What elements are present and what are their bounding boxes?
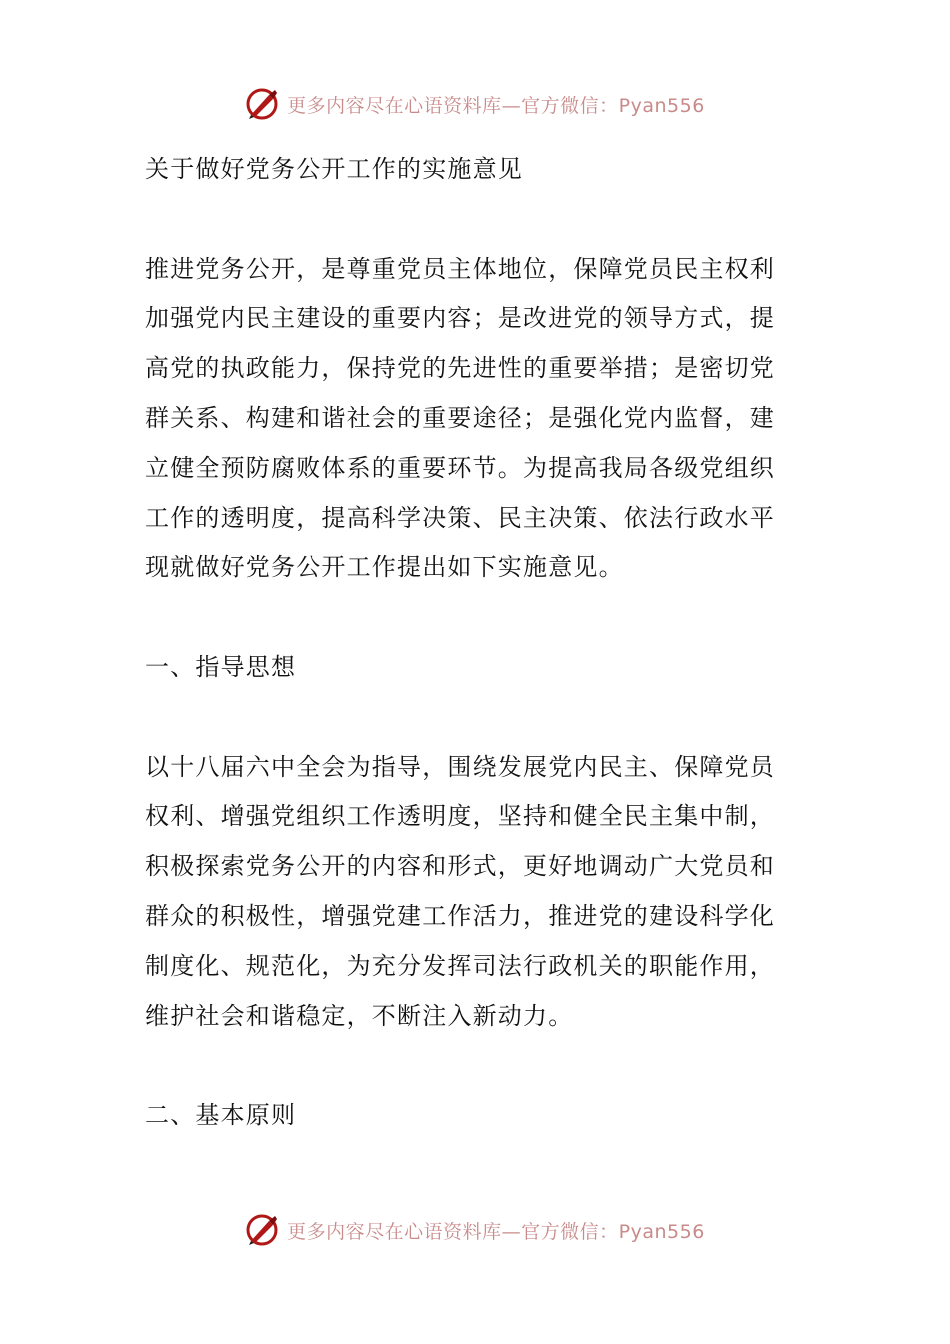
header-banner <box>0 82 950 126</box>
paragraph-line: 制度化、规范化，为充分发挥司法行政机关的职能作用， <box>145 951 775 980</box>
paragraph-line: 推进党务公开，是尊重党员主体地位，保障党员民主权利 <box>145 254 775 283</box>
pen-logo-icon <box>245 87 279 121</box>
pen-logo-icon <box>245 1213 279 1247</box>
paragraph-line: 加强党内民主建设的重要内容；是改进党的领导方式，提 <box>145 304 775 333</box>
section-heading-2: 二、基本原则 <box>145 1101 297 1130</box>
document-body <box>145 145 817 1141</box>
section1-paragraph <box>145 743 817 1042</box>
spacer <box>145 1041 817 1091</box>
paragraph-line: 高党的执政能力，保持党的先进性的重要举措；是密切党 <box>145 354 775 383</box>
banner-wechat-id: Pyan556 <box>618 1220 705 1243</box>
paragraph-line: 以十八届六中全会为指导，围绕发展党内民主、保障党员 <box>145 752 775 781</box>
banner-slogan: 更多内容尽在心语资料库—官方微信： <box>287 1220 619 1243</box>
banner-slogan: 更多内容尽在心语资料库—官方微信： <box>287 94 619 117</box>
paragraph-line: 立健全预防腐败体系的重要环节。为提高我局各级党组织 <box>145 453 775 482</box>
paragraph-line: 积极探索党务公开的内容和形式，更好地调动广大党员和 <box>145 852 775 881</box>
intro-paragraph <box>145 245 817 594</box>
document-title: 关于做好党务公开工作的实施意见 <box>145 155 523 183</box>
paragraph-line: 现就做好党务公开工作提出如下实施意见。 <box>145 553 624 582</box>
section-heading-1: 一、指导思想 <box>145 652 297 681</box>
banner-text <box>287 1217 705 1244</box>
paragraph-line: 群众的积极性，增强党建工作活力，推进党的建设科学化 <box>145 901 775 930</box>
spacer <box>145 593 817 643</box>
spacer <box>145 693 817 743</box>
paragraph-line: 维护社会和谐稳定，不断注入新动力。 <box>145 1001 574 1030</box>
footer-banner <box>0 1208 950 1252</box>
paragraph-line: 群关系、构建和谐社会的重要途径；是强化党内监督，建 <box>145 403 775 432</box>
banner-wechat-id: Pyan556 <box>618 94 705 117</box>
banner-text <box>287 91 705 118</box>
spacer <box>145 195 817 245</box>
paragraph-line: 工作的透明度，提高科学决策、民主决策、依法行政水平 <box>145 503 775 532</box>
paragraph-line: 权利、增强党组织工作透明度，坚持和健全民主集中制， <box>145 802 775 831</box>
